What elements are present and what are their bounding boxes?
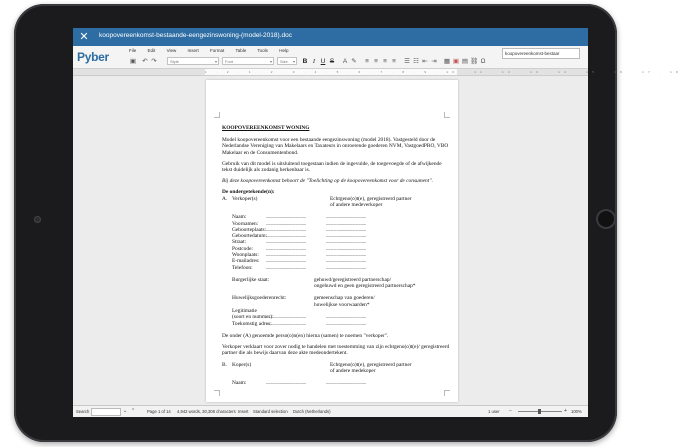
field-label: Naam: <box>232 214 247 221</box>
buyer-title: Koper(s) <box>232 361 252 368</box>
field-dots[interactable]: ...................................... <box>266 233 306 240</box>
field-label: Straat: <box>232 239 247 246</box>
omega-special-char-icon[interactable]: Ω <box>480 58 486 65</box>
font-dropdown[interactable]: Font ▾ <box>222 57 274 65</box>
doc-paragraph-2: Gebruik van dit model is uitsluitend toegestaan indien de ingevulde, de toegevoegde of de afwijkende tekst duidelijk als zodanig herkenbaar is. <box>222 160 442 174</box>
field-label: Geboorteplaats: <box>232 226 267 233</box>
menu-file[interactable]: File <box>129 48 137 53</box>
word-count: 4,942 words, 30,308 characters <box>177 409 236 414</box>
document-body[interactable] <box>222 125 450 386</box>
menu-list <box>129 48 298 56</box>
marital-option-2: huwelijkse voorwaarden* <box>314 301 370 308</box>
document-name-field[interactable]: koopovereenkomst-bestaar <box>502 48 580 59</box>
field-dots[interactable]: ...................................... <box>326 233 366 240</box>
title-bar <box>73 28 588 46</box>
legit-label-1: Legitimatie <box>232 308 257 315</box>
field-dots[interactable]: ...................................... <box>266 252 306 258</box>
future-address-label: Toekomstig adres: <box>232 320 272 327</box>
legit-label-2: (soort en nummer): <box>232 314 274 321</box>
justify-icon[interactable]: ≡ <box>392 58 396 65</box>
zoom-out-icon[interactable]: − <box>509 408 512 414</box>
field-dots[interactable]: ...................................... <box>326 314 366 321</box>
future-address-row <box>222 321 450 327</box>
field-dots[interactable]: ...................................... <box>326 226 366 233</box>
buyer-name-label: Naam: <box>232 380 247 387</box>
app-screen <box>73 28 682 416</box>
menu-format[interactable]: Format <box>210 48 225 53</box>
menu-tools[interactable]: Tools <box>257 48 268 53</box>
menu-help[interactable]: Help <box>279 48 289 53</box>
toolbar <box>129 57 579 67</box>
field-dots[interactable]: ...................................... <box>326 239 366 246</box>
link-icon[interactable]: ⛓ <box>470 58 479 65</box>
selection-mode[interactable]: Standard selection <box>253 409 288 414</box>
highlight-icon[interactable]: ✎ <box>351 58 357 65</box>
search-input[interactable] <box>91 408 121 416</box>
doc-paragraph-1: Model koopovereenkomst voor een bestaande eengezinswoning (model 2018). Vastgesteld door de Nederlandse Vereniging van Makelaars en Taxateurs in onroerende goederen NVM, VastgoedPRO, VBO Makelaar en de Consumentenbond. <box>222 137 449 156</box>
menu-insert[interactable]: Insert <box>187 48 199 53</box>
field-dots[interactable]: ...................................... <box>326 245 366 252</box>
chart-icon[interactable]: ▤ <box>461 58 469 65</box>
seller-letter: A. <box>222 195 228 202</box>
field-dots[interactable]: ...................................... <box>326 320 366 327</box>
strikethrough-button[interactable]: S <box>329 58 335 65</box>
parties-heading: De ondergetekende(n): <box>222 189 275 196</box>
bullet-list-icon[interactable]: ☰ <box>404 58 410 65</box>
bold-button[interactable]: B <box>302 58 308 65</box>
civil-status-option-1: gehuwd/geregistreerd partnerschap/ <box>314 276 392 283</box>
field-dots[interactable]: ...................................... <box>266 258 306 265</box>
zoom-in-icon[interactable]: + <box>564 408 567 414</box>
field-dots[interactable]: ...................................... <box>266 226 306 233</box>
tablet-frame <box>14 4 682 442</box>
ruler-ticks: 1 · 2 · 1 · 2 · 3 · 4 · 5 · 6 · 7 · 8 · 9 · 10 · 11 · 12 · 13 · 14 · 15 · 16 · 17 · 18 <box>205 70 682 74</box>
doc-paragraph-4: De onder (A) genoemde perso(o)n(en) hierna (samen) te noemen "verkoper". <box>222 332 389 339</box>
crop-mark-br <box>444 390 450 396</box>
search-down-icon[interactable]: ⌄ <box>123 408 128 414</box>
menu-bar <box>73 46 588 69</box>
image-icon[interactable]: ▣ <box>452 58 460 65</box>
buyer-name-row <box>222 380 450 386</box>
menu-view[interactable]: View <box>166 48 177 53</box>
crop-mark-tl <box>214 112 220 118</box>
doc-paragraph-3-quote: "Toelichting op de koopovereenkomst voor de consument" <box>306 178 432 185</box>
field-label: Woonplaats: <box>232 252 259 258</box>
align-center-icon[interactable]: ≡ <box>374 58 378 65</box>
indent-icon[interactable]: ⇥ <box>431 58 437 65</box>
camera-dot <box>34 216 41 223</box>
search-up-icon[interactable]: ⌃ <box>131 408 136 414</box>
align-right-icon[interactable]: ≡ <box>383 58 387 65</box>
zoom-level: 100% <box>571 409 582 414</box>
seller-row-2 <box>222 202 450 208</box>
doc-paragraph-5: Verkoper verklaart voor zover nodig te handelen met toestemming van zijn echtgeno(o)t(e)/ geregistreerd partner die als bewijs daarvan deze akte medeondertekent. <box>222 344 450 357</box>
undo-icon[interactable]: ↶ <box>142 58 148 65</box>
field-label: Postcode: <box>232 245 253 252</box>
language[interactable]: Dutch (Netherlands) <box>293 409 331 414</box>
field-dots[interactable]: ...................................... <box>326 214 366 221</box>
window-title: koopovereenkomst-bestaande-eengezinswoning-(model-2018).doc <box>99 32 292 39</box>
civil-status-row-2 <box>222 283 450 289</box>
field-dots[interactable]: ...................................... <box>266 264 306 271</box>
field-dots[interactable]: ...................................... <box>326 252 366 258</box>
civil-status-option-2: ongehuwd en geen geregistreerd partnerschap* <box>314 283 416 290</box>
redo-icon[interactable]: ↷ <box>151 58 157 65</box>
crop-mark-bl <box>214 390 220 396</box>
search-label: Search <box>76 409 90 414</box>
seller-partner-line-1: Echtgeno(o)t(e), geregistreerd partner <box>330 195 412 202</box>
field-label: Voornamen: <box>232 220 259 227</box>
horizontal-ruler[interactable] <box>73 69 682 76</box>
outdent-icon[interactable]: ⇤ <box>422 58 428 65</box>
size-dropdown[interactable]: Size ▾ <box>277 57 297 65</box>
close-icon[interactable]: ✕ <box>79 31 89 43</box>
style-dropdown[interactable]: Style ▾ <box>167 57 219 65</box>
doc-paragraph-3-suffix: . <box>431 178 433 185</box>
civil-status-label: Burgerlijke staat: <box>232 276 270 283</box>
field-dots[interactable]: ...................................... <box>266 320 306 327</box>
field-dots[interactable]: ...................................... <box>326 258 366 265</box>
align-left-icon[interactable]: ≡ <box>365 58 369 65</box>
seller-partner-line-2: of andere medeverkoper <box>330 201 383 208</box>
save-icon[interactable]: ▣ <box>129 58 137 65</box>
field-dots[interactable]: ...................................... <box>266 245 306 252</box>
field-label: E-mailadres: <box>232 258 260 265</box>
doc-heading: KOOPOVEREENKOMST WONING <box>222 125 310 131</box>
buyer-row-2 <box>222 368 450 374</box>
marital-label: Huwelijksgoederenrecht: <box>232 295 287 302</box>
marital-option-1: gemeenschap van goederen/ <box>314 295 375 302</box>
field-dots[interactable]: ...................................... <box>266 239 306 246</box>
doc-paragraph-3-prefix: Bij deze koopovereenkomst behoort de <box>222 178 307 185</box>
field-dots[interactable]: ...................................... <box>266 220 306 227</box>
field-dots[interactable]: ...................................... <box>266 314 306 321</box>
field-row <box>222 265 450 271</box>
buyer-letter: B. <box>222 361 227 368</box>
doc-paragraph-3 <box>222 178 450 184</box>
menu-edit[interactable]: Edit <box>147 48 156 53</box>
insert-mode[interactable]: Insert <box>238 409 249 414</box>
field-dots[interactable]: ...................................... <box>266 380 306 387</box>
status-bar <box>73 405 588 417</box>
field-label: Geboortedatum: <box>232 233 268 240</box>
buyer-partner-line-2: of andere medekoper <box>330 367 376 374</box>
underline-button[interactable]: U <box>320 58 326 65</box>
numbered-list-icon[interactable]: ☷ <box>413 58 419 65</box>
field-dots[interactable]: ...................................... <box>326 380 366 387</box>
user-count: 1 user <box>488 409 500 414</box>
menu-table[interactable]: Table <box>235 48 247 53</box>
font-color-icon[interactable]: A <box>342 58 348 65</box>
field-dots[interactable]: ...................................... <box>266 214 306 221</box>
zoom-slider-handle[interactable] <box>538 409 541 414</box>
table-icon[interactable]: ▦ <box>443 58 451 65</box>
page-count: Page 1 of 14 <box>147 409 171 414</box>
field-dots[interactable]: ...................................... <box>326 220 366 227</box>
italic-button[interactable]: I <box>312 58 316 65</box>
field-dots[interactable]: ...................................... <box>326 264 366 271</box>
app-logo: Pyber <box>77 50 109 64</box>
crop-mark-tr <box>444 112 450 118</box>
home-button[interactable] <box>596 209 616 229</box>
buyer-partner-line-1: Echtgeno(o)t(e), geregistreerd partner <box>330 361 412 368</box>
field-label: Telefoon: <box>232 264 253 271</box>
document-page[interactable] <box>206 80 458 402</box>
seller-title: Verkoper(s) <box>232 195 258 202</box>
